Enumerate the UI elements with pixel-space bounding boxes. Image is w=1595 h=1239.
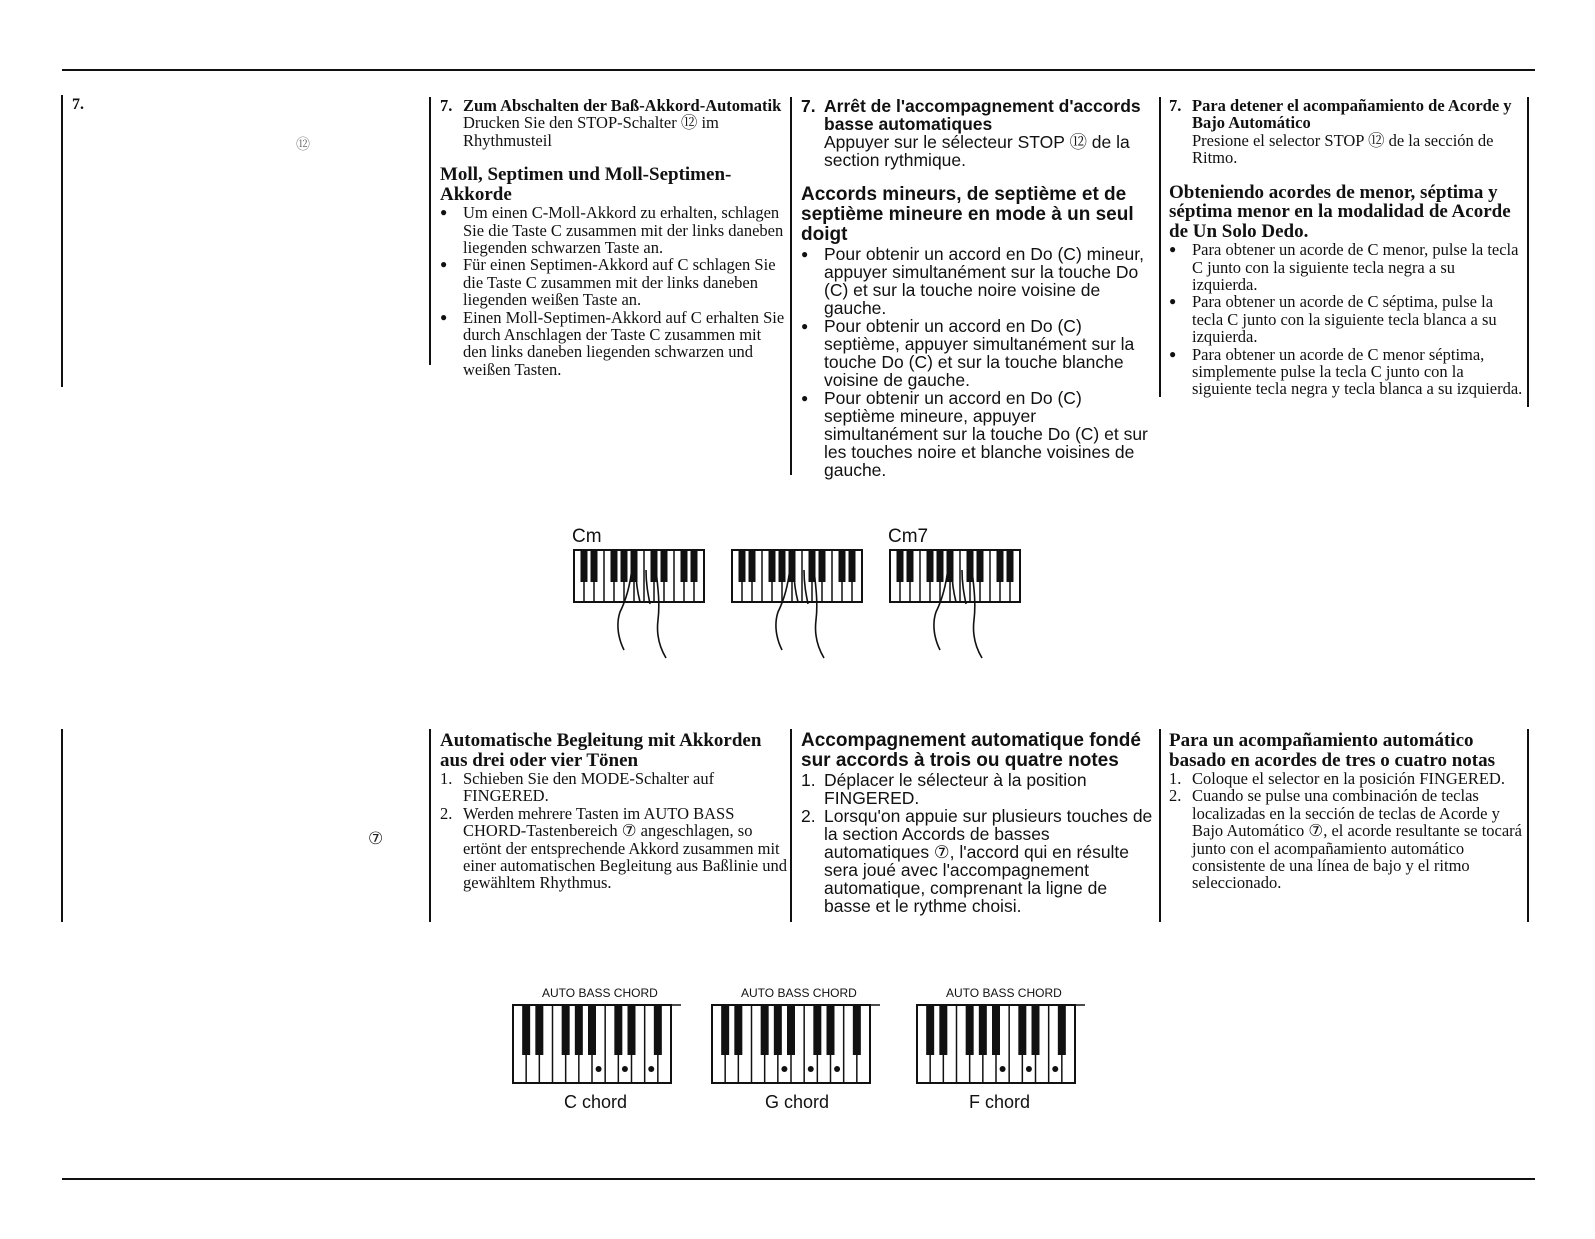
chord-caption: C chord <box>564 1092 628 1112</box>
divider-es-top <box>1159 97 1161 397</box>
divider-fr-top <box>790 97 792 475</box>
step-text: Déplacer le sélecteur à la position FINGERED. <box>824 770 1087 808</box>
french-heading-chords: Accords mineurs, de septième et de septième mineure en mode à un seul doigt <box>801 184 1134 245</box>
french-step7 <box>801 97 1149 169</box>
chord-caption: F chord <box>969 1092 1031 1112</box>
spanish-heading-accompaniment: Para un acompañamiento automático basado en acordes de tres o cuatro notas <box>1169 730 1495 771</box>
german-step7-text: Drucken Sie den STOP-Schalter ⑫ im Rhythmusteil <box>463 113 719 150</box>
list-item: ● Para obtener un acorde de C menor séptima, simplemente pulse la tecla C junto con la siguiente tecla negra y tecla blanca a su izquierda. <box>1169 346 1523 398</box>
german-step7 <box>440 97 788 149</box>
german-column-top <box>440 97 788 378</box>
step-text: Cuando se pulse una combinación de teclas localizadas en la sección de teclas de Acorde y Bajo Automático ⑦, el acorde resultante se tocará junto con el acompañamiento automático consistente de una línea de bajo y el ritmo seleccionado. <box>1192 786 1522 893</box>
list-item <box>801 807 1155 915</box>
list-item: ● Einen Moll-Septimen-Akkord auf C erhalten Sie durch Anschlagen der Taste C zusammen mit den links daneben liegenden schwarzen und weißen Tasten. <box>440 309 788 379</box>
french-column-bottom <box>801 731 1155 915</box>
list-item <box>1169 787 1525 891</box>
step-number: 1. <box>801 770 816 790</box>
spanish-step-list <box>1169 770 1525 892</box>
list-item: ● Para obtener un acorde de C séptima, pulse la tecla C junto con la siguiente tecla blanca a su izquierda. <box>1169 293 1523 345</box>
list-item <box>801 771 1155 807</box>
list-item: ● Für einen Septimen-Akkord auf C schlagen Sie die Taste C zusammen mit der links daneben liegenden weißen Taste an. <box>440 256 788 308</box>
step-number: 2. <box>440 803 453 823</box>
german-step7-number: 7. <box>440 96 453 115</box>
french-heading-accompaniment: Accompagnement automatique fondé sur accords à trois ou quatre notes <box>801 730 1141 771</box>
german-column-bottom <box>440 731 788 892</box>
french-step-list <box>801 771 1155 915</box>
spanish-column-top <box>1169 97 1523 398</box>
chord-diagram-c <box>510 984 690 1114</box>
chord-diagram-f <box>914 984 1094 1114</box>
chord-caption: G chord <box>765 1092 830 1112</box>
divider-fr-bottom <box>790 729 792 922</box>
divider-left-top <box>61 95 63 387</box>
spanish-column-bottom <box>1169 731 1525 892</box>
spanish-step7 <box>1169 97 1523 167</box>
german-bullet-list <box>440 204 788 378</box>
french-column-top <box>801 97 1149 479</box>
list-item: ● Pour obtenir un accord en Do (C) mineur, appuyer simultanément sur la touche Do (C) et sur la touche noire voisine de gauche. <box>801 245 1149 317</box>
step-text: Schieben Sie den MODE-Schalter auf FINGERED. <box>463 769 715 806</box>
hand-diagram-cm7 <box>886 528 1026 668</box>
keyboard-icon <box>732 550 862 658</box>
german-step-list <box>440 770 788 892</box>
keyboard-icon <box>890 550 1020 658</box>
step-number: 1. <box>1169 769 1182 788</box>
chord-diagram-g <box>709 984 889 1114</box>
hand-diagram-label: Cm7 <box>888 526 929 547</box>
divider-right-top <box>1527 97 1529 407</box>
top-rule <box>62 69 1535 71</box>
french-step7-text: Appuyer sur le sélecteur STOP ⑫ de la section rythmique. <box>824 132 1130 170</box>
german-heading-chords: Moll, Septimen und Moll-Septimen-Akkorde <box>440 164 732 205</box>
french-step7-title: Arrêt de l'accompagnement d'accords basse automatiques <box>824 96 1141 134</box>
list-item: ● Para obtener un acorde de C menor, pulse la tecla C junto con la siguiente tecla negra a su izquierda. <box>1169 241 1523 293</box>
left-step-number: 7. <box>72 96 84 113</box>
hand-diagram-cm <box>570 528 710 668</box>
list-item <box>1169 770 1525 787</box>
chord-diagram-header: AUTO BASS CHORD <box>542 986 658 1000</box>
list-item <box>440 805 788 892</box>
keyboard-icon <box>574 550 704 658</box>
german-step7-title: Zum Abschalten der Baß-Akkord-Automatik <box>463 96 782 115</box>
divider-de-bottom <box>429 729 431 922</box>
hand-diagram-c7 <box>728 528 868 668</box>
spanish-step7-title: Para detener el acompañamiento de Acorde y Bajo Automático <box>1192 96 1512 133</box>
divider-de-top <box>429 97 431 365</box>
spanish-step7-number: 7. <box>1169 96 1182 115</box>
spanish-bullet-list <box>1169 241 1523 398</box>
step-number: 1. <box>440 769 453 788</box>
spanish-heading-chords: Obteniendo acordes de menor, séptima y séptima menor en la modalidad de Acorde de Un Solo Dedo. <box>1169 181 1511 242</box>
keyboard-icon <box>917 1005 1085 1083</box>
step-text: Coloque el selector en la posición FINGERED. <box>1192 769 1505 788</box>
spanish-step7-text: Presione el selector STOP ⑫ de la sección de Ritmo. <box>1192 130 1494 168</box>
chord-diagram-header: AUTO BASS CHORD <box>946 986 1062 1000</box>
hand-diagram-label: Cm <box>572 526 602 547</box>
french-step7-number: 7. <box>801 96 816 116</box>
list-item: ● Pour obtenir un accord en Do (C) septième mineure, appuyer simultanément sur la touche Do (C) et sur les touches noire et blanche voisines de gauche. <box>801 389 1149 479</box>
keyboard-icon <box>513 1005 681 1083</box>
keyboard-icon <box>712 1005 880 1083</box>
list-item: ● Um einen C-Moll-Akkord zu erhalten, schlagen Sie die Taste C zusammen mit der links daneben liegenden schwarzen Taste an. <box>440 204 788 256</box>
left-selector-ref: ⑫ <box>296 138 310 153</box>
divider-right-bottom <box>1527 729 1529 922</box>
german-heading-accompaniment: Automatische Begleitung mit Akkorden aus drei oder vier Tönen <box>440 730 762 771</box>
bottom-rule <box>62 1178 1535 1180</box>
step-number: 2. <box>1169 786 1182 806</box>
step-text: Lorsqu'on appuie sur plusieurs touches de la section Accords de basses automatiques ⑦, l'accord qui en résulte sera joué avec l'accompagnement automatique, comprenant la ligne de basse et le rythme choisi. <box>824 806 1153 916</box>
step-text: Werden mehrere Tasten im AUTO BASS CHORD-Tastenbereich ⑦ angeschlagen, so ertönt der entsprechende Akkord zusammen mit einer automatischen Begleitung aus Baßlinie und gewähltem Rhythmus. <box>463 803 787 893</box>
divider-left-bottom <box>61 729 63 922</box>
step-number: 2. <box>801 806 816 826</box>
chord-diagram-header: AUTO BASS CHORD <box>741 986 857 1000</box>
list-item <box>440 770 788 805</box>
list-item: ● Pour obtenir un accord en Do (C) septième, appuyer simultanément sur la touche Do (C) et sur la touche blanche voisine de gauche. <box>801 317 1149 389</box>
divider-es-bottom <box>1159 729 1161 922</box>
french-bullet-list <box>801 245 1149 479</box>
left-selector-ref-2: ⑦ <box>368 829 384 848</box>
